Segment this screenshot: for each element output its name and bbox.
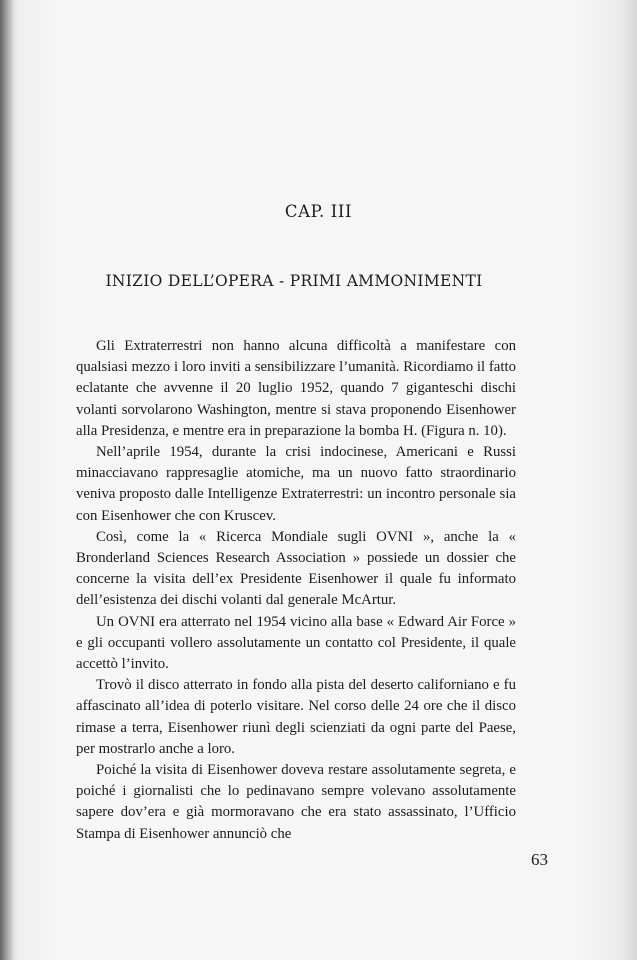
paragraph: Così, come la « Ricerca Mondiale sugli OVNI », anche la « Bronderland Sciences Research Association » possiede un dossier che concerne la visita dell’ex Presidente Eisenhower il quale fu informato dell’esistenza dei dischi volanti dal generale McArtur. — [76, 528, 516, 609]
paragraph: Nell’aprile 1954, durante la crisi indocinese, Americani e Russi minacciavano rappresaglie atomiche, ma un nuovo fatto straordinario veniva proposto dalle Intelligenze Extraterrestri: un incontro personale sia con Eisenhower che con Kruscev. — [76, 444, 516, 524]
paragraph: Poiché la visita di Eisenhower doveva restare assolutamente segreta, e poiché i giornalisti che lo pedinavano sempre volevano assolutamente sapere dov’era e già mormoravano che era stato assassinato, l’Ufficio Stampa di Eisenhower annunciò che — [76, 762, 516, 842]
page-gutter-shadow — [0, 0, 14, 960]
paragraph: Trovò il disco atterrato in fondo alla pista del deserto californiano e fu affascinato all’idea di poterlo visitare. Nel corso delle 24 ore che il disco rimase a terra, Eisenhower riunì degli scienziati da ogni parte del Paese, per mostrarlo anche a loro. — [76, 677, 516, 757]
paragraph: Un OVNI era atterrato nel 1954 vicino alla base « Edward Air Force » e gli occupanti vollero assolutamente un contatto col Presidente, il quale accettò l’invito. — [76, 613, 516, 673]
page-number: 63 — [531, 850, 548, 869]
chapter-title: INIZIO DELL’OPERA - PRIMI AMMONIMENTI — [105, 272, 483, 290]
paragraph: Gli Extraterrestri non hanno alcuna difficoltà a manifestare con qualsiasi mezzo i loro inviti a sensibilizzare l’umanità. Ricordiamo il fatto eclatante che avvenne il 20 luglio 1952, quando 7 giganteschi dischi volanti sorvolarono Washington, mentre si stava proponendo Eisenhower alla Presidenza, e mentre era in preparazione la bomba H. (Figura n. 10). — [76, 338, 516, 439]
body-text — [76, 336, 516, 845]
chapter-number: CAP. III — [284, 202, 353, 221]
